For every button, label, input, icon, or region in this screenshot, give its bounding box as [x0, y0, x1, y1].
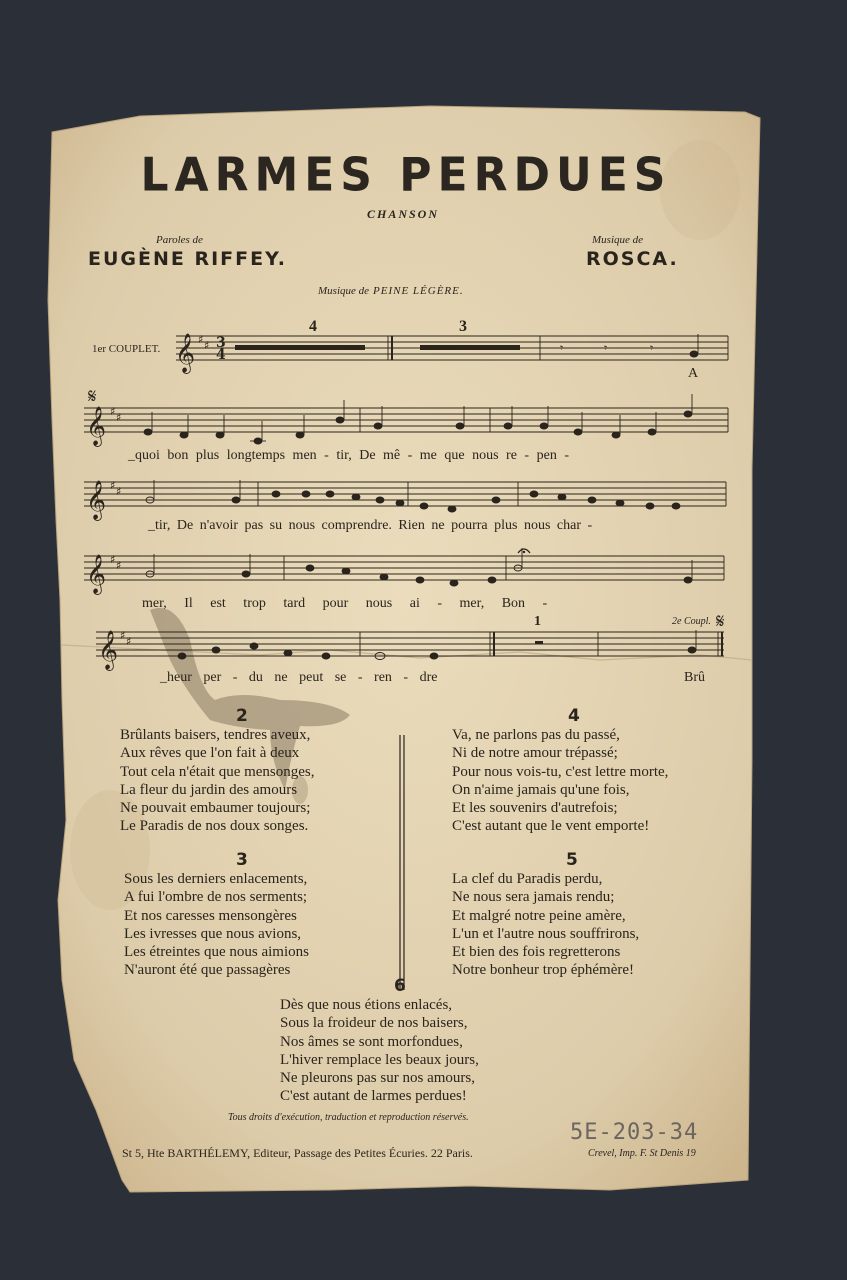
- tune-label: Musique de: [318, 285, 370, 297]
- stanza-6: [280, 996, 479, 1106]
- stanza-line: Ne nous sera jamais rendu;: [452, 889, 615, 906]
- svg-text:♯: ♯: [110, 553, 116, 566]
- treble-clef-icon: 𝄞: [175, 333, 196, 373]
- svg-text:♯: ♯: [204, 339, 210, 352]
- stanza-line: Dès que nous étions enlacés,: [280, 997, 453, 1013]
- stanza-line: Les ivresses que nous avions,: [124, 925, 302, 942]
- stanza-line: Pour nous vois-tu, c'est lettre morte,: [452, 763, 669, 780]
- stanza-line: Aux rêves que l'on fait à deux: [120, 745, 300, 762]
- stanza-line: Va, ne parlons pas du passé,: [452, 727, 620, 743]
- stanza-line: La fleur du jardin des amours: [120, 781, 298, 798]
- lyricist-label: Paroles de: [156, 234, 203, 246]
- stanza-line: On n'aime jamais qu'une fois,: [452, 781, 630, 798]
- stanza-line: L'un et l'autre nous souffrirons,: [452, 925, 640, 942]
- stanza-line: A fui l'ombre de nos serments;: [124, 889, 308, 906]
- treble-clef-icon: 𝄞: [98, 630, 119, 670]
- svg-text:𝄾: 𝄾: [604, 341, 608, 355]
- stanza-number: 5: [566, 850, 578, 870]
- stanza-line: Et malgré notre peine amère,: [452, 907, 626, 924]
- svg-text:♯: ♯: [116, 559, 122, 572]
- first-couplet-label: 1er COUPLET.: [92, 343, 161, 355]
- lyricist-name: EUGÈNE RIFFEY.: [88, 248, 287, 270]
- stanza-number: 2: [236, 706, 248, 726]
- svg-text:♯: ♯: [120, 629, 126, 642]
- second-couplet-label: 2e Coupl.: [672, 616, 711, 627]
- tune-name: PEINE LÉGÈRE.: [373, 285, 464, 297]
- lyric-line: _quoi bon plus longtemps men - tir, De mê - me que nous re - pen -: [128, 448, 569, 463]
- stanza-3: [124, 870, 309, 980]
- stanza-line: Sous la froideur de nos baisers,: [280, 1015, 468, 1032]
- rest-count: 1: [534, 614, 541, 629]
- stanza-line: Ne pouvait embaumer toujours;: [120, 800, 311, 817]
- tune-credit: [318, 281, 464, 299]
- composer-name: ROSCA.: [586, 248, 679, 270]
- stanza-line: Ne pleurons pas sur nos amours,: [280, 1070, 475, 1087]
- svg-text:𝄾: 𝄾: [650, 341, 654, 355]
- stanza-line: Nos âmes se sont morfondues,: [280, 1033, 463, 1050]
- lyric-line: A: [688, 366, 699, 381]
- rest-count: 3: [459, 318, 467, 335]
- stanza-line: Brûlants baisers, tendres aveux,: [120, 727, 311, 743]
- composer-label: Musique de: [592, 234, 644, 246]
- treble-clef-icon: 𝄞: [86, 480, 107, 520]
- stanza-line: Et bien des fois regretterons: [452, 944, 621, 961]
- svg-text:♯: ♯: [110, 479, 116, 492]
- stanza-line: La clef du Paradis perdu,: [452, 871, 603, 887]
- stanza-line: C'est autant de larmes perdues!: [280, 1088, 467, 1105]
- lyric-line: Brû: [684, 670, 705, 685]
- stanza-line: Notre bonheur trop éphémère!: [452, 962, 635, 979]
- svg-text:♯: ♯: [116, 411, 122, 424]
- stanza-line: Et les souvenirs d'autrefois;: [452, 800, 618, 817]
- svg-text:♯: ♯: [110, 405, 116, 418]
- svg-text:♯: ♯: [116, 485, 122, 498]
- stanza-5: [452, 870, 639, 980]
- printer-line: Crevel, Imp. F. St Denis 19: [588, 1148, 696, 1159]
- svg-text:♯: ♯: [198, 333, 204, 346]
- stanza-line: N'auront été que passagères: [124, 962, 291, 979]
- stanza-line: Ni de notre amour trépassé;: [452, 745, 618, 762]
- archive-number: 5E-203-34: [570, 1120, 699, 1145]
- rest-count: 4: [309, 318, 317, 335]
- stanza-line: L'hiver remplace les beaux jours,: [280, 1051, 479, 1068]
- publisher-line: St 5, Hte BARTHÉLEMY, Editeur, Passage des Petites Écuries. 22 Paris.: [122, 1146, 473, 1160]
- song-subtitle: CHANSON: [366, 207, 439, 221]
- stanza-line: Sous les derniers enlacements,: [124, 871, 308, 887]
- stanza-number: 3: [236, 850, 248, 870]
- lyric-line: _heur per - du ne peut se - ren - dre: [160, 670, 438, 685]
- stanza-4: [452, 726, 668, 836]
- song-title: LARMES PERDUES: [140, 148, 672, 203]
- lyric-line: _tir, De n'avoir pas su nous comprendre. Rien ne pourra plus nous char -: [148, 518, 593, 533]
- stanza-line: Et nos caresses mensongères: [124, 907, 297, 924]
- segno-icon: 𝄋: [716, 609, 725, 633]
- stanza-2: [120, 726, 315, 836]
- svg-text:3: 3: [216, 335, 226, 351]
- stanza-number: 4: [568, 706, 580, 726]
- stanza-line: Le Paradis de nos doux songes.: [120, 818, 309, 835]
- treble-clef-icon: 𝄞: [86, 406, 107, 446]
- segno-icon: 𝄋: [88, 384, 97, 408]
- treble-clef-icon: 𝄞: [86, 554, 107, 594]
- stanza-number: 6: [394, 976, 406, 996]
- svg-text:𝄾: 𝄾: [560, 341, 564, 355]
- stanza-line: Tout cela n'était que mensonges,: [120, 763, 315, 780]
- lyric-line: mer, Il est trop tard pour nous ai - mer, Bon -: [142, 596, 548, 611]
- stanza-line: Les étreintes que nous aimions: [124, 944, 309, 961]
- stanza-line: C'est autant que le vent emporte!: [452, 818, 650, 835]
- rights-notice: Tous droits d'exécution, traduction et reproduction réservés.: [228, 1112, 469, 1123]
- svg-text:4: 4: [216, 347, 226, 363]
- svg-text:♯: ♯: [126, 635, 132, 648]
